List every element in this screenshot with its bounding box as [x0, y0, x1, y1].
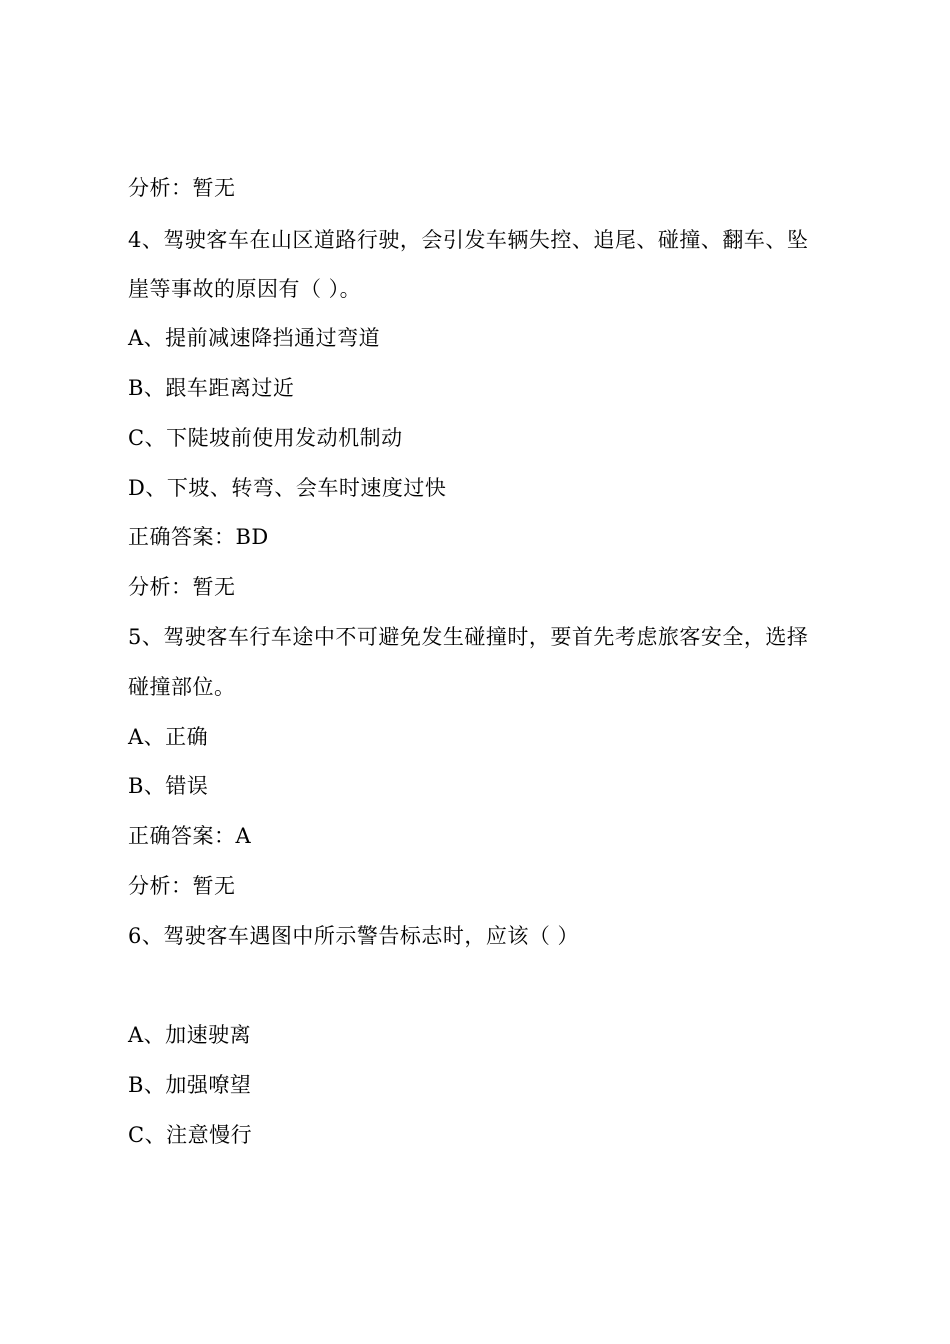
q5-analysis: 分析：暂无	[128, 874, 236, 898]
q6-option-a: A、加速驶离	[128, 1023, 252, 1047]
q6-option-c: C、注意慢行	[128, 1123, 253, 1147]
q4-question-line-2: 崖等事故的原因有（ ）。	[128, 277, 362, 301]
q4-option-c: C、下陡坡前使用发动机制动	[128, 426, 403, 450]
q5-question-line-2: 碰撞部位。	[128, 675, 236, 699]
q5-question-line-1: 5、驾驶客车行车途中不可避免发生碰撞时，要首先考虑旅客安全，选择	[128, 625, 809, 649]
q4-option-a: A、提前减速降挡通过弯道	[128, 326, 381, 350]
q5-option-a: A、正确	[128, 725, 209, 749]
q6-option-b: B、加强嘹望	[128, 1073, 252, 1097]
q5-option-b: B、错误	[128, 774, 209, 798]
q4-analysis: 分析：暂无	[128, 575, 236, 599]
q4-option-d: D、下坡、转弯、会车时速度过快	[128, 476, 447, 500]
q4-option-b: B、跟车距离过近	[128, 376, 295, 400]
q3-analysis: 分析：暂无	[128, 176, 236, 200]
q6-question: 6、驾驶客车遇图中所示警告标志时，应该（ ）	[128, 924, 580, 948]
q5-answer: 正确答案：A	[128, 824, 252, 848]
q4-question-line-1: 4、驾驶客车在山区道路行驶，会引发车辆失控、追尾、碰撞、翻车、坠	[128, 228, 809, 252]
q4-answer: 正确答案：BD	[128, 525, 269, 549]
